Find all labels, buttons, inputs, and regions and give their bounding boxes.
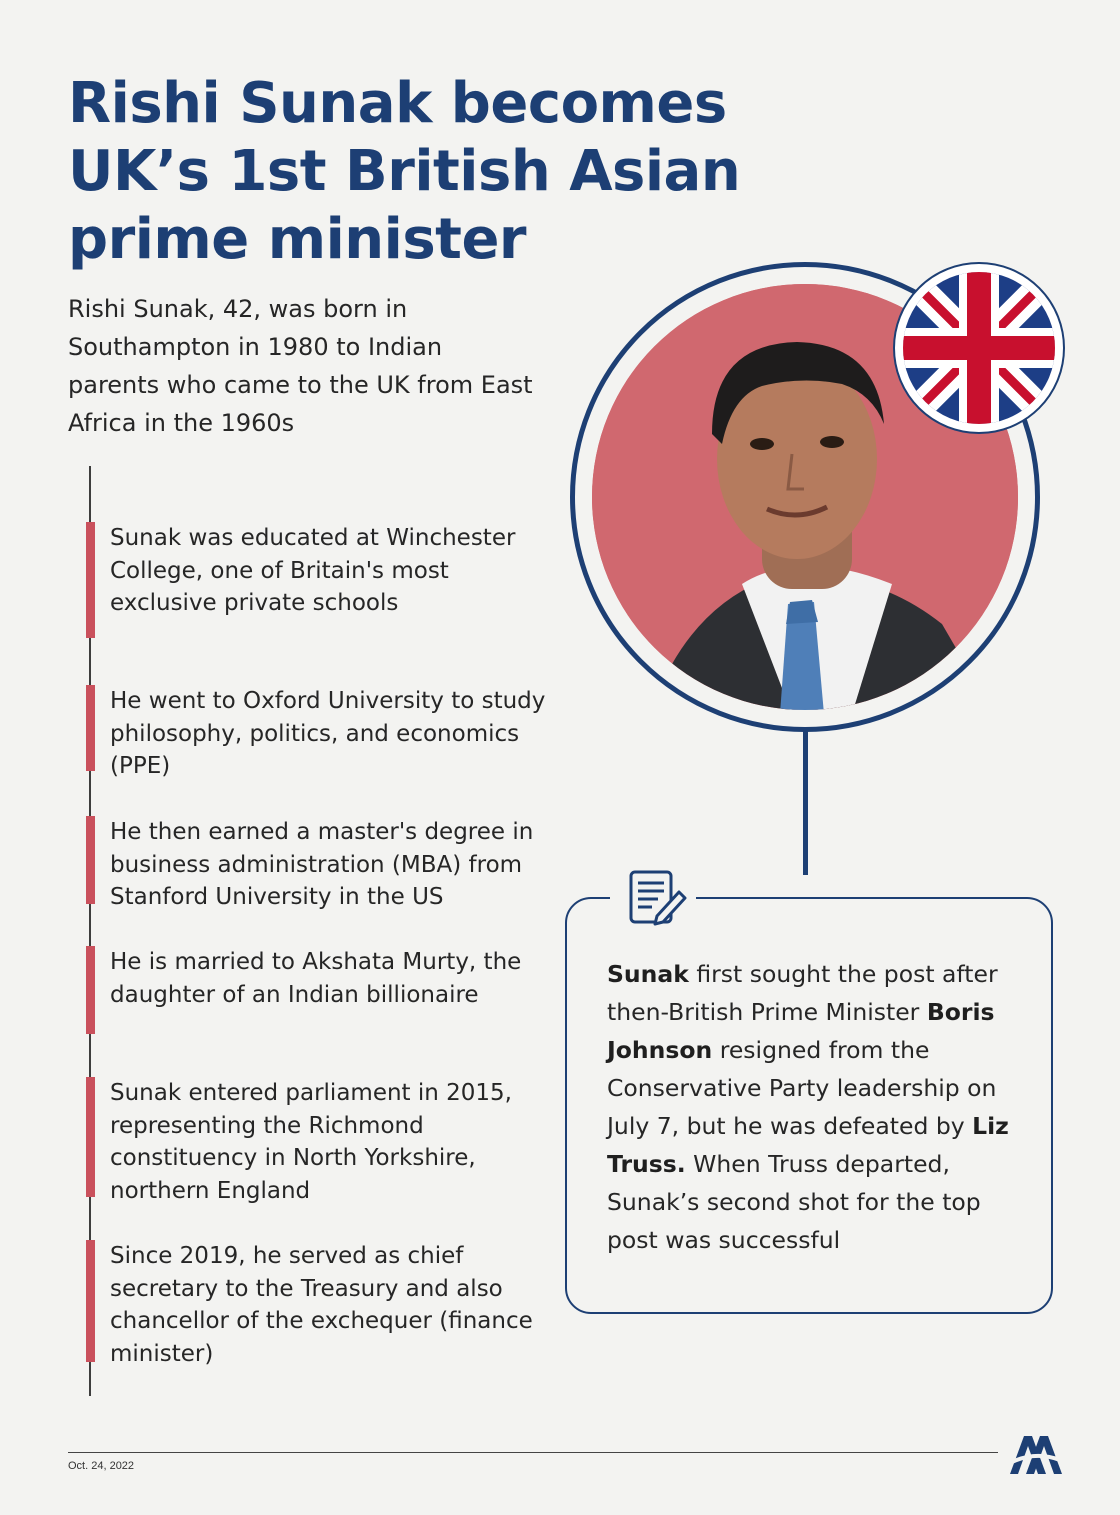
info-name-truss: Liz Truss. bbox=[607, 1112, 1009, 1178]
fact-marker bbox=[86, 1240, 95, 1362]
info-text-3: When Truss departed, Sunak’s second shot for the top post was successful bbox=[607, 1150, 981, 1254]
publication-date: Oct. 24, 2022 bbox=[68, 1460, 135, 1472]
intro-paragraph: Rishi Sunak, 42, was born in Southampton in 1980 to Indian parents who came to the UK from East Africa in the 1960s bbox=[68, 295, 533, 437]
fact-item-marriage bbox=[86, 946, 546, 1034]
fact-marker bbox=[86, 522, 95, 638]
fact-marker bbox=[86, 946, 95, 1034]
fact-marker bbox=[86, 685, 95, 771]
fact-item-parliament bbox=[86, 1077, 546, 1204]
fact-item-stanford bbox=[86, 816, 546, 910]
info-paragraph bbox=[607, 955, 1032, 1259]
info-text-1: first sought the post after then-British Prime Minister bbox=[607, 960, 998, 1026]
fact-text: Sunak entered parliament in 2015, representing the Richmond constituency in North Yorkshire, northern England bbox=[110, 1080, 512, 1204]
fact-text: He then earned a master's degree in business administration (MBA) from Stanford University in the US bbox=[110, 819, 534, 910]
info-name-johnson: Boris Johnson bbox=[607, 998, 995, 1064]
footer-divider bbox=[68, 1452, 998, 1453]
title-line-3: prime minister bbox=[68, 207, 527, 272]
document-pen-icon bbox=[627, 868, 689, 928]
fact-text: Sunak was educated at Winchester College, one of Britain's most exclusive private schools bbox=[110, 525, 516, 616]
fact-text: He went to Oxford University to study philosophy, politics, and economics (PPE) bbox=[110, 688, 546, 779]
title-line-2: UK’s 1st British Asian bbox=[68, 139, 741, 204]
info-text-2: resigned from the Conservative Party leadership on July 7, but he was defeated by bbox=[607, 1036, 997, 1140]
fact-text: He is married to Akshata Murty, the daughter of an Indian billionaire bbox=[110, 949, 522, 1008]
fact-marker bbox=[86, 816, 95, 904]
title-line-1: Rishi Sunak becomes bbox=[68, 71, 727, 136]
fact-item-education bbox=[86, 522, 546, 638]
connector-line bbox=[803, 730, 808, 875]
aa-logo-icon bbox=[1006, 1430, 1062, 1478]
fact-item-treasury bbox=[86, 1240, 546, 1367]
fact-item-oxford bbox=[86, 685, 546, 779]
info-name-sunak: Sunak bbox=[607, 960, 689, 988]
uk-flag-icon bbox=[903, 272, 1055, 424]
flag-badge bbox=[893, 262, 1065, 434]
fact-text: Since 2019, he served as chief secretary to the Treasury and also chancellor of the exchequer (finance minister) bbox=[110, 1243, 533, 1367]
page-title bbox=[68, 70, 748, 274]
fact-marker bbox=[86, 1077, 95, 1197]
